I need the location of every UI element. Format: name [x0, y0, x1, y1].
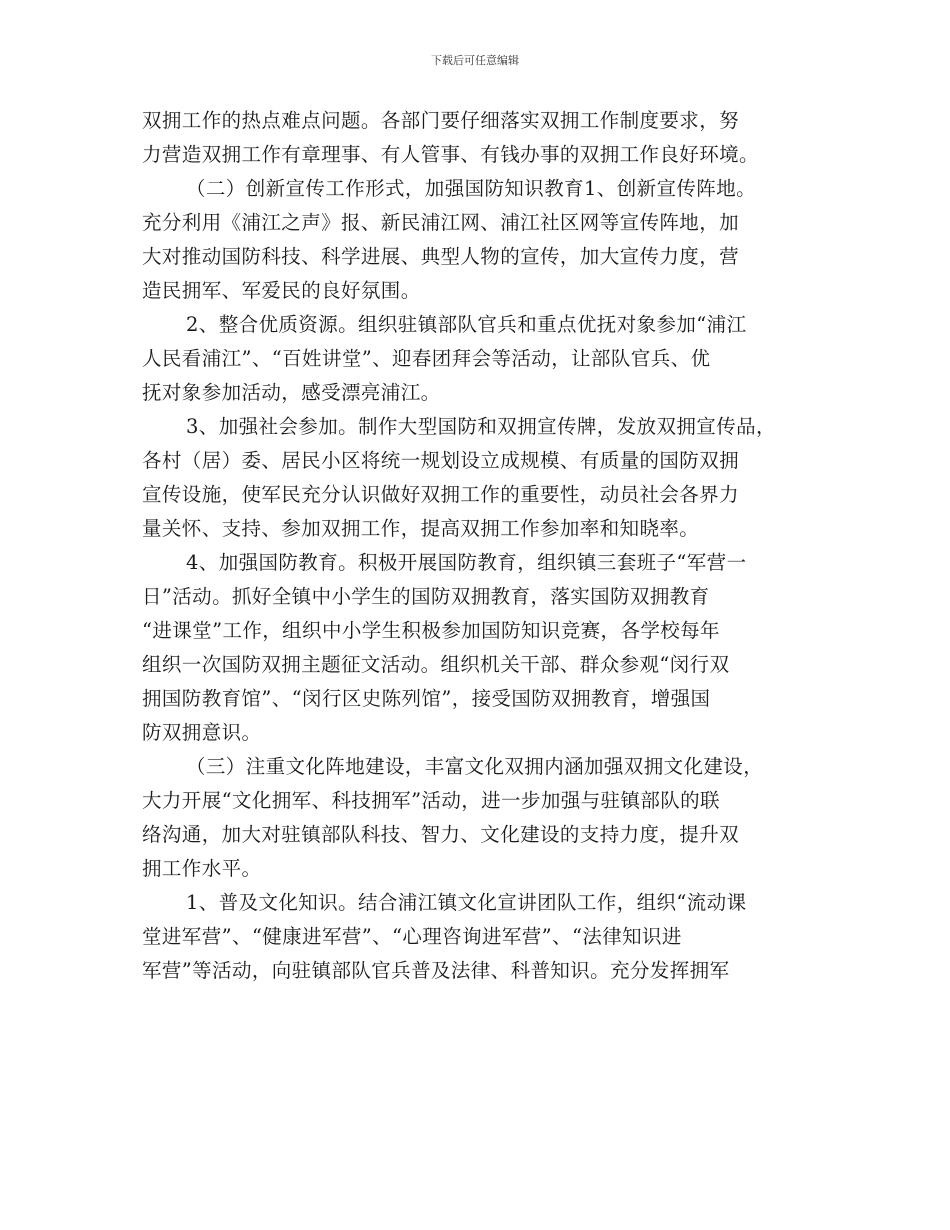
- text-line: 4、加强国防教育。积极开展国防教育，组织镇三套班子“军营一: [186, 551, 747, 574]
- page-header: 下载后可任意编辑: [431, 54, 519, 67]
- text-line: 络沟通，加大对驻镇部队科技、智力、文化建设的支持力度，提升双: [142, 823, 740, 846]
- text-line: 双拥工作的热点难点问题。各部门要仔细落实双拥工作制度要求，努: [142, 109, 740, 132]
- text-line: 大对推动国防科技、科学进展、典型人物的宣传，加大宣传力度，营: [142, 245, 740, 268]
- text-line: 宣传设施，使军民充分认识做好双拥工作的重要性，动员社会各界力: [142, 483, 740, 506]
- text-line: 各村（居）委、居民小区将统一规划设立成规模、有质量的国防双拥: [142, 449, 740, 472]
- text-line: “进课堂”工作，组织中小学生积极参加国防知识竞赛，各学校每年: [142, 619, 720, 642]
- text-line: 1、普及文化知识。结合浦江镇文化宣讲团队工作，组织“流动课: [186, 891, 747, 914]
- text-line: 拥国防教育馆”、“闵行区史陈列馆”，接受国防双拥教育，增强国: [142, 687, 711, 710]
- text-line: 堂进军营”、“健康进军营”、“心理咨询进军营”、“法律知识进: [142, 925, 682, 948]
- text-line: 2、整合优质资源。组织驻镇部队官兵和重点优抚对象参加“浦江: [186, 313, 747, 336]
- text-line: 量关怀、支持、参加双拥工作，提高双拥工作参加率和知晓率。: [142, 517, 700, 540]
- text-line: 大力开展“文化拥军、科技拥军”活动，进一步加强与驻镇部队的联: [142, 789, 720, 812]
- text-line: 军营”等活动，向驻镇部队官兵普及法律、科普知识。充分发挥拥军: [142, 959, 730, 982]
- text-line: 充分利用《浦江之声》报、新民浦江网、浦江社区网等宣传阵地，加: [142, 211, 740, 234]
- text-line: 3、加强社会参加。制作大型国防和双拥宣传牌，发放双拥宣传品，: [186, 415, 776, 438]
- text-line: （三）注重文化阵地建设，丰富文化双拥内涵加强双拥文化建设，: [186, 755, 764, 778]
- text-line: 抚对象参加活动，感受漂亮浦江。: [142, 381, 441, 404]
- text-line: 力营造双拥工作有章理事、有人管事、有钱办事的双拥工作良好环境。: [142, 143, 759, 166]
- text-line: 人民看浦江”、“百姓讲堂”、迎春团拜会等活动，让部队官兵、优: [142, 347, 711, 370]
- text-line: 防双拥意识。: [142, 721, 262, 744]
- text-line: 日”活动。抓好全镇中小学生的国防双拥教育，落实国防双拥教育: [142, 585, 710, 608]
- document-body: [142, 104, 822, 988]
- text-line: （二）创新宣传工作形式，加强国防知识教育1、创新宣传阵地。: [186, 177, 757, 200]
- text-line: 造民拥军、军爱民的良好氛围。: [142, 279, 421, 302]
- text-line: 组织一次国防双拥主题征文活动。组织机关干部、群众参观“闵行双: [142, 653, 730, 676]
- text-line: 拥工作水平。: [142, 857, 262, 880]
